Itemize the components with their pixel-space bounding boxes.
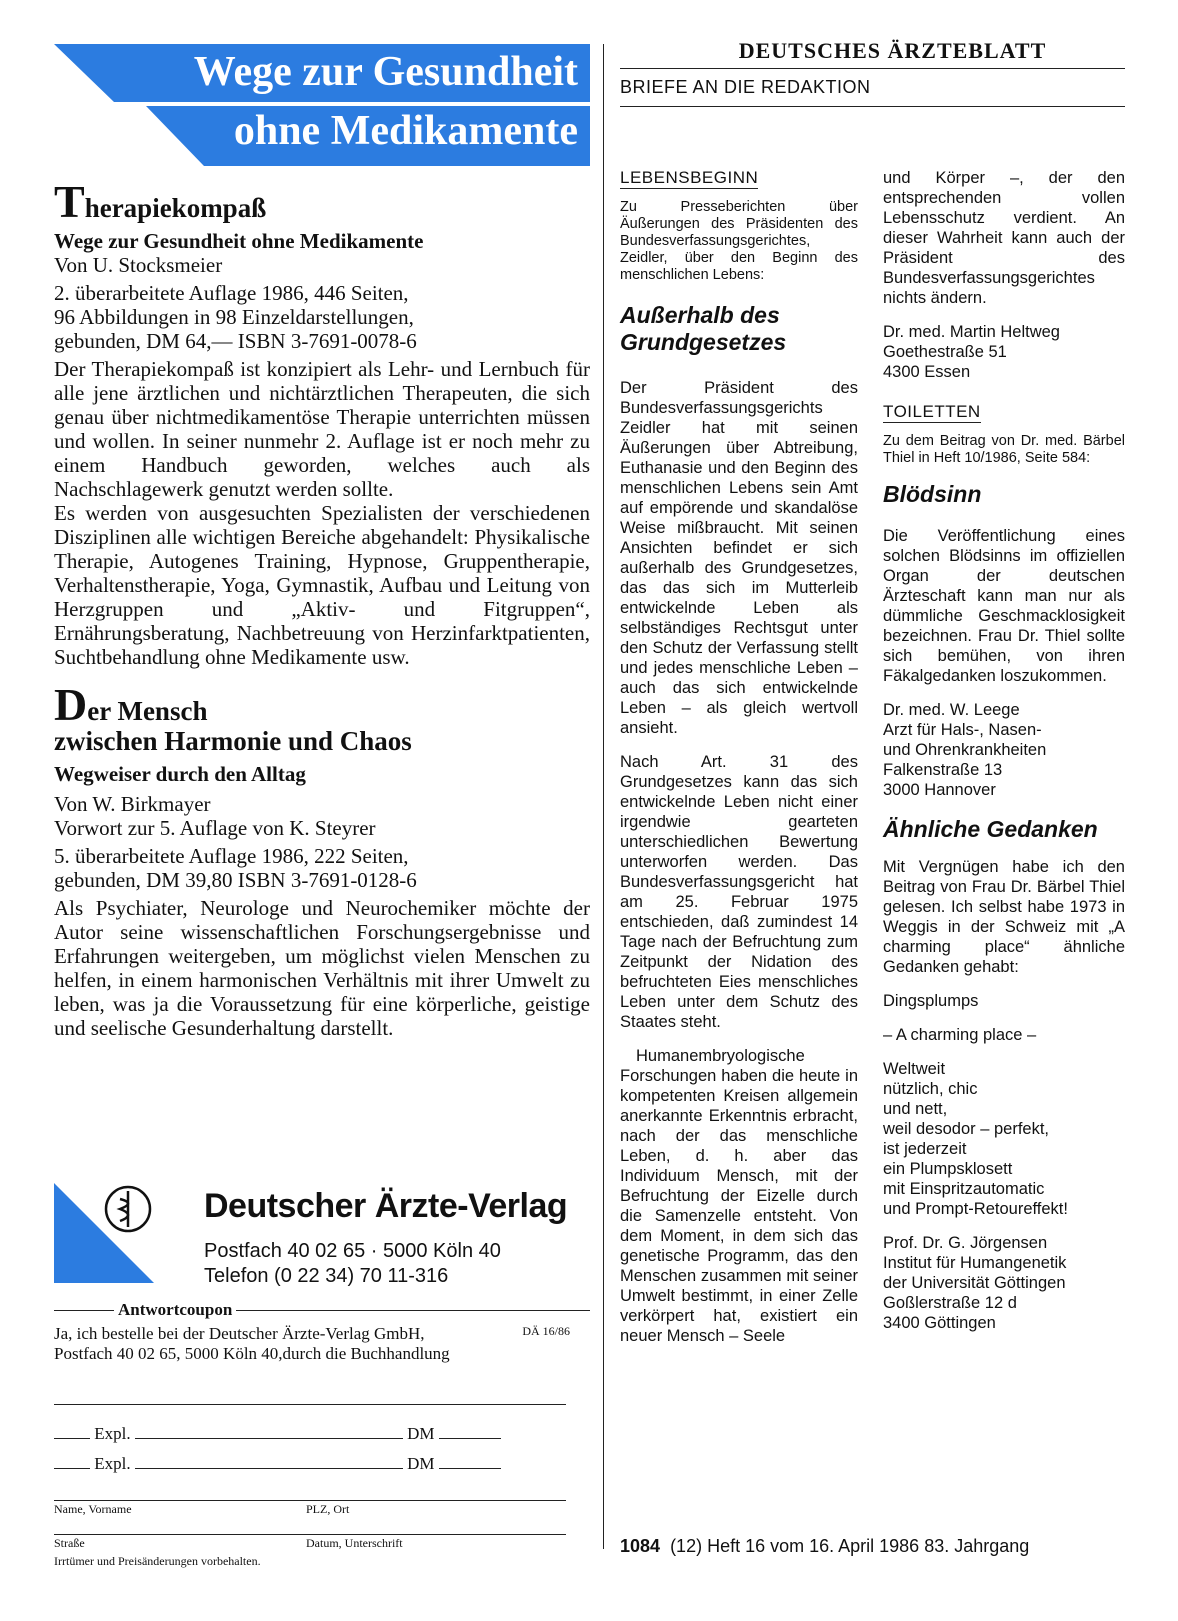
write-line[interactable] [54,1404,566,1405]
signature-line: 3400 Göttingen [883,1314,996,1332]
signature-line: Prof. Dr. G. Jörgensen [883,1234,1048,1252]
letter-paragraph: Nach Art. 31 des Grundgesetzes kann das sich entwickelnde Leben nicht einer irgendwie gearteten unterschiedlichen Bewertung unterworfen werden. Das Bundesverfassungsgericht hat am 25. Februar 1975 entschieden, daß zumindest 14 Tage nach der Befruchtung zum Zeitpunkt der Nidation des befruchteten Eies menschliches Leben unter dem Schutz des Staates steht. [620,753,858,1031]
page-footer [620,1536,1029,1557]
coupon-title: Antwortcoupon [118,1300,233,1319]
page-number: 1084 [620,1536,661,1556]
signature-line: der Universität Göttingen [883,1274,1066,1292]
poem-line: ist jederzeit [883,1140,967,1158]
title-rest: er Mensch [87,696,208,726]
letter-intro: Zu Presseberichten über Äußerungen des Präsidenten des Bundesverfassungsgerichtes, Zeidler, über den Beginn des menschlichen Lebens: [620,199,858,283]
kicker-toiletten: TOILETTEN [883,402,981,421]
book-detail: 96 Abbildungen in 98 Einzeldarstellungen, [54,305,414,329]
book-detail: gebunden, DM 64,— ISBN 3-7691-0078-6 [54,329,417,353]
poem-line: und nett, [883,1100,948,1118]
letter-paragraph: Mit Vergnügen habe ich den Beitrag von Frau Dr. Bärbel Thiel gelesen. Ich selbst habe 1973 in Weggis in der Schweiz mit „A charming place“ ähnliche Gedanken gehabt: [883,858,1125,976]
dm-label: DM [407,1424,435,1443]
book-detail: 2. überarbeitete Auflage 1986, 446 Seiten, [54,281,409,305]
kicker-lebensbeginn: LEBENSBEGINN [620,168,759,187]
letter-signature [883,1233,1125,1333]
publisher-phone: Telefon (0 22 34) 70 11-316 [204,1265,449,1287]
issue-info: (12) Heft 16 vom 16. April 1986 83. Jahrgang [670,1536,1030,1556]
signature-line: Goßlerstraße 12 d [883,1294,1017,1312]
book-detail: gebunden, DM 39,80 ISBN 3-7691-0128-6 [54,868,417,892]
coupon-code: DÄ 16/86 [522,1324,570,1338]
letters-column-2 [883,168,1125,1333]
poem-line: nützlich, chic [883,1080,978,1098]
drop-cap: T [54,176,85,227]
book-title-line2: zwischen Harmonie und Chaos [54,726,412,756]
plz-label: PLZ, Ort [306,1502,350,1516]
letter-signature [883,322,1125,382]
book-description: Als Psychiater, Neurologe und Neurochemiker möchte der Autor seine wissenschaftlichen Forschungsergebnisse und Erfahrungen weitergeben, um möglichst vielen Menschen zu helfen, in einem harmonischen Verhältnis mit ihrer Umwelt zu leben, was ja die Voraussetzung für eine körperliche, geistige und seelische Gesunderhaltung darstellt. [54,896,590,1040]
dm-label: DM [407,1454,435,1473]
section-title: BRIEFE AN DIE REDAKTION [620,77,871,97]
book-advertisement [54,44,590,1040]
publisher-name: Deutscher Ärzte-Verlag [204,1187,568,1225]
poem [883,1059,1125,1219]
publisher-block [54,1183,590,1303]
letter-headline: Außerhalb des Grundgesetzes [620,302,787,355]
coupon-text: Ja, ich bestelle bei der Deutscher Ärzte-Verlag GmbH, [54,1324,425,1343]
poem-line: Weltweit [883,1060,946,1078]
letter-paragraph: Die Veröffentlichung eines solchen Blödsinns im offiziellen Organ der deutschen Ärzteschaft kann man nur als dümmliche Geschmacklosigkeit bezeichnen. Frau Dr. Thiel sollte sich bemühen, von ihren Fäkalgedanken loszukommen. [883,527,1125,685]
letter-intro: Zu dem Beitrag von Dr. med. Bärbel Thiel in Heft 10/1986, Seite 584: [883,433,1125,466]
book-foreword: Vorwort zur 5. Auflage von K. Steyrer [54,816,376,840]
signature-line: Dr. med. W. Leege [883,701,1020,719]
drop-cap: D [54,679,88,730]
book-description: Es werden von ausgesuchten Spezialisten der verschiedenen Disziplinen alle wichtigen Bereiche abgehandelt: Physikalische Therapie, Autogenes Training, Hypnose, Gruppentherapie, Verhaltenstherapie, Yoga, Gymnastik, Aufbau und Leitung von Herzgruppen und „Aktiv- und Fitgruppen“, Ernährungsberatung, Nachbetreuung von Herzinfarktpatienten, Suchtbehandlung ohne Medikamente usw. [54,501,590,669]
coupon-text: Postfach 40 02 65, 5000 Köln 40,durch die Buchhandlung [54,1344,450,1363]
banner-line-1: Wege zur Gesundheit [193,49,578,95]
book-detail: 5. überarbeitete Auflage 1986, 222 Seiten, [54,844,409,868]
book-der-mensch [54,679,590,1040]
book-subtitle: Wege zur Gesundheit ohne Medikamente [54,229,424,253]
book-subtitle: Wegweiser durch den Alltag [54,762,306,786]
signature-line: und Ohrenkrankheiten [883,741,1047,759]
street-field[interactable] [54,1534,566,1535]
poem-line: mit Einspritzautomatic [883,1180,1045,1198]
book-author: Von U. Stocksmeier [54,253,223,277]
publisher-address [204,1239,501,1289]
letter-paragraph: Humanembryologische Forschungen haben die heute in kompetenten Kreisen allgemein anerkannte Erkenntnis erbracht, nach der das menschliche Leben, d. h. aber das Individuum Mensch, mit der Befruchtung der Eizelle durch die Samenzelle entsteht. Von dem Moment, in dem sich das genetische Programm, das den Menschen zusammen mit seiner Umwelt bestimmt, in einer Zelle verkörpert hat, existiert ein neuer Mensch – Seele [620,1047,858,1345]
letter-signature [883,700,1125,800]
publisher-postfach: Postfach 40 02 65 · 5000 Köln 40 [204,1240,501,1262]
letter-paragraph: und Körper –, der den entsprechenden vollen Lebensschutz verdient. An dieser Wahrheit kann auch der Präsident des Bundesverfassungsgerichtes nichts ändern. [883,169,1125,307]
disclaimer: Irrtümer und Preisänderungen vorbehalten. [54,1554,261,1568]
ad-banner [54,44,590,166]
signature-line: Dr. med. Martin Heltweg [883,323,1060,341]
poem-title: Dingsplumps [883,992,979,1010]
letter-paragraph: Der Präsident des Bundesverfassungsgerichts Zeidler hat mit seinen Äußerungen über Abtreibung, Euthanasie und den Beginn des menschlichen Lebens sein Amt auf empörende und skandalöse Weise mißbraucht. Mit seinen Ansichten befindet er sich außerhalb des Grundgesetzes, das das sich im Mutterleib entwickelnde Leben als selbständiges Rechtsgut unter den Schutz der Verfassung stellt und jedes menschliche Leben – auch das sich entwickelnde Leben – als gleich wertvoll ansieht. [620,379,858,737]
signature-line: 3000 Hannover [883,781,996,799]
signature-line: Falkenstraße 13 [883,761,1003,779]
book-therapiekompass [54,176,590,669]
poem-subtitle: – A charming place – [883,1026,1037,1044]
poem-line: weil desodor – perfekt, [883,1120,1050,1138]
book-author: Von W. Birkmayer [54,792,211,816]
coupon-heading [54,1300,590,1320]
caduceus-icon [102,1183,154,1235]
name-field[interactable] [54,1500,566,1501]
book-description: Der Therapiekompaß ist konzipiert als Lehr- und Lernbuch für alle jene ärztlichen und nichtärztlichen Therapeuten, die sich genau über nichtmedikamentöse Therapie unterrichten müssen und wollen. In seiner nunmehr 2. Auflage ist er noch mehr zu einem Handbuch geworden, welches auch als Nachschlagewerk genutzt werden sollte. [54,357,590,501]
order-coupon [54,1300,590,1568]
name-label: Name, Vorname [54,1502,132,1516]
expl-label: Expl. [94,1424,131,1443]
street-label: Straße [54,1536,85,1550]
order-row-1[interactable] [54,1424,501,1444]
poem-line: ein Plumpsklosett [883,1160,1013,1178]
order-row-2[interactable] [54,1454,501,1474]
signature-line: Institut für Humangenetik [883,1254,1067,1272]
signature-line: 4300 Essen [883,363,971,381]
letters-page [620,38,1125,107]
signature-line: Goethestraße 51 [883,343,1007,361]
book-title [54,176,590,227]
letters-column-1 [620,168,858,1360]
banner-line-2: ohne Medikamente [233,108,578,154]
book-title [54,679,590,730]
masthead: DEUTSCHES ÄRZTEBLATT [738,38,1047,63]
poem-line: und Prompt-Retoureffekt! [883,1200,1068,1218]
date-label: Datum, Unterschrift [306,1536,403,1550]
column-divider [603,44,604,1549]
letter-headline: Blödsinn [883,481,982,507]
letter-headline: Ähnliche Gedanken [883,816,1098,842]
signature-line: Arzt für Hals-, Nasen- [883,721,1042,739]
title-rest: herapiekompaß [84,193,267,223]
expl-label: Expl. [94,1454,131,1473]
